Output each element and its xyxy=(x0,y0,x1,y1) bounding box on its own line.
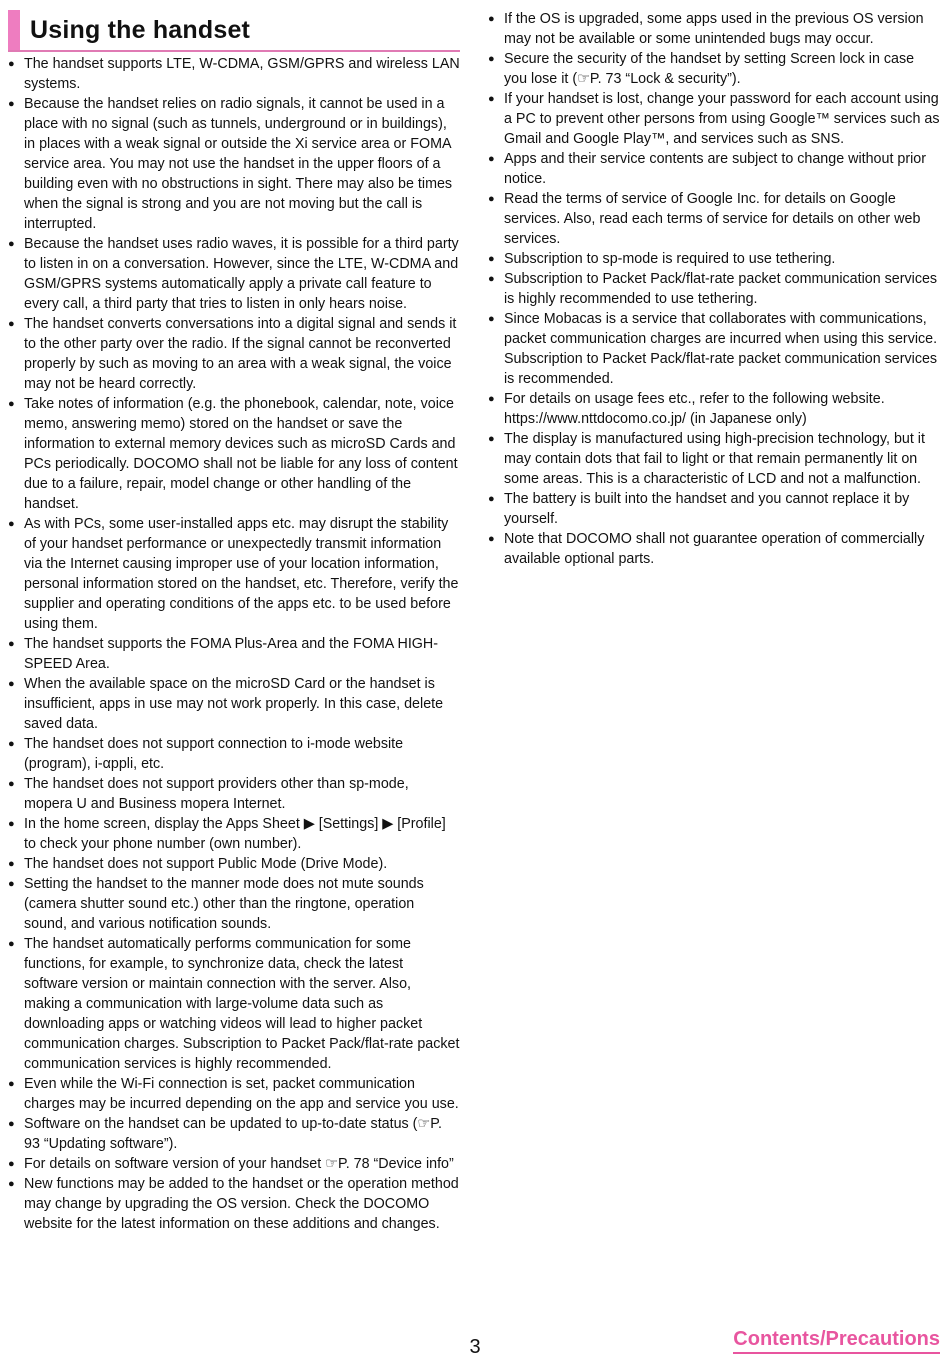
list-item: ● Note that DOCOMO shall not guarantee operation of commercially available optional parts. xyxy=(488,529,940,569)
list-item: ● For details on software version of your handset ☞P. 78 “Device info” xyxy=(8,1154,460,1174)
list-item: ● Subscription to Packet Pack/flat-rate packet communication services is highly recommended to use tethering. xyxy=(488,269,940,309)
left-column xyxy=(8,10,460,1234)
list-item: ● The handset supports the FOMA Plus-Area and the FOMA HIGH-SPEED Area. xyxy=(8,634,460,674)
right-bullet-list xyxy=(488,9,940,569)
left-bullet-list xyxy=(8,54,460,1234)
list-item: ● As with PCs, some user-installed apps etc. may disrupt the stability of your handset performance or unexpectedly transmit information via the Internet causing improper use of your location information, personal information stored on the handset, etc. Therefore, verify the supplier and operating conditions of the apps etc. to be used before using them. xyxy=(8,514,460,634)
list-item: ● The handset converts conversations into a digital signal and sends it to the other party over the radio. If the signal cannot be reconverted properly by such as moving to an area with a weak signal, the voice may not be heard correctly. xyxy=(8,314,460,394)
list-item: ● When the available space on the microSD Card or the handset is insufficient, apps in use may not work properly. In this case, delete saved data. xyxy=(8,674,460,734)
list-item: ● Since Mobacas is a service that collaborates with communications, packet communication charges are incurred when using this service. Subscription to Packet Pack/flat-rate packet communication services is recommended. xyxy=(488,309,940,389)
list-item: ● Take notes of information (e.g. the phonebook, calendar, note, voice memo, answering memo) stored on the handset or save the information to external memory devices such as microSD Cards and PCs periodically. DOCOMO shall not be liable for any loss of content due to a failure, repair, model change or other handling of the handset. xyxy=(8,394,460,514)
list-item: ● If your handset is lost, change your password for each account using a PC to prevent other persons from using Google™ services such as Gmail and Google Play™, and services such as SNS. xyxy=(488,89,940,149)
section-heading xyxy=(8,10,460,52)
section-link-contents-precautions[interactable]: Contents/Precautions xyxy=(733,1328,940,1354)
list-item: ● Apps and their service contents are subject to change without prior notice. xyxy=(488,149,940,189)
list-item: ● Subscription to sp-mode is required to use tethering. xyxy=(488,249,940,269)
list-item: ● Read the terms of service of Google Inc. for details on Google services. Also, read each terms of service for details on other web services. xyxy=(488,189,940,249)
list-item: ● New functions may be added to the handset or the operation method may change by upgrading the OS version. Check the DOCOMO website for the latest information on these additions and changes. xyxy=(8,1174,460,1234)
list-item: ● The handset supports LTE, W-CDMA, GSM/GPRS and wireless LAN systems. xyxy=(8,54,460,94)
list-item: ● The handset does not support Public Mode (Drive Mode). xyxy=(8,854,460,874)
list-item: ● Secure the security of the handset by setting Screen lock in case you lose it (☞P. 73 “Lock & security”). xyxy=(488,49,940,89)
right-column xyxy=(488,9,940,569)
list-item: ● The display is manufactured using high-precision technology, but it may contain dots that fail to light or that remain permanently lit on some areas. This is a characteristic of LCD and not a malfunction. xyxy=(488,429,940,489)
list-item: ● The handset does not support providers other than sp-mode, mopera U and Business mopera Internet. xyxy=(8,774,460,814)
page-title: Using the handset xyxy=(30,16,251,44)
list-item: ● Software on the handset can be updated to up-to-date status (☞P. 93 “Updating software”). xyxy=(8,1114,460,1154)
list-item: ● Even while the Wi-Fi connection is set, packet communication charges may be incurred depending on the app and service you use. xyxy=(8,1074,460,1114)
page-number: 3 xyxy=(469,1336,481,1358)
list-item: ● For details on usage fees etc., refer to the following website. https://www.nttdocomo.co.jp/ (in Japanese only) xyxy=(488,389,940,429)
list-item: ● The battery is built into the handset and you cannot replace it by yourself. xyxy=(488,489,940,529)
list-item: ● Because the handset uses radio waves, it is possible for a third party to listen in on a conversation. However, since the LTE, W-CDMA and GSM/GPRS systems automatically apply a private call feature to every call, a third party that tries to listen in only hears noise. xyxy=(8,234,460,314)
heading-accent-bar xyxy=(8,10,20,50)
list-item: ● In the home screen, display the Apps Sheet ▶ [Settings] ▶ [Profile] to check your phone number (own number). xyxy=(8,814,460,854)
list-item: ● If the OS is upgraded, some apps used in the previous OS version may not be available or some unintended bugs may occur. xyxy=(488,9,940,49)
list-item: ● Setting the handset to the manner mode does not mute sounds (camera shutter sound etc.) other than the ringtone, operation sound, and various notification sounds. xyxy=(8,874,460,934)
list-item: ● The handset does not support connection to i-mode website (program), i-αppli, etc. xyxy=(8,734,460,774)
list-item: ● The handset automatically performs communication for some functions, for example, to synchronize data, check the latest software version or maintain connection with the server. Also, making a communication with large-volume data such as downloading apps or watching videos will lead to higher packet communication charges. Subscription to Packet Pack/flat-rate packet communication services is highly recommended. xyxy=(8,934,460,1074)
list-item: ● Because the handset relies on radio signals, it cannot be used in a place with no signal (such as tunnels, underground or in buildings), in places with a weak signal or outside the Xi service area or FOMA service area. You may not use the handset in the upper floors of a building even with no obstructions in sight. There may also be times when the signal is strong and you are not moving but the call is interrupted. xyxy=(8,94,460,234)
